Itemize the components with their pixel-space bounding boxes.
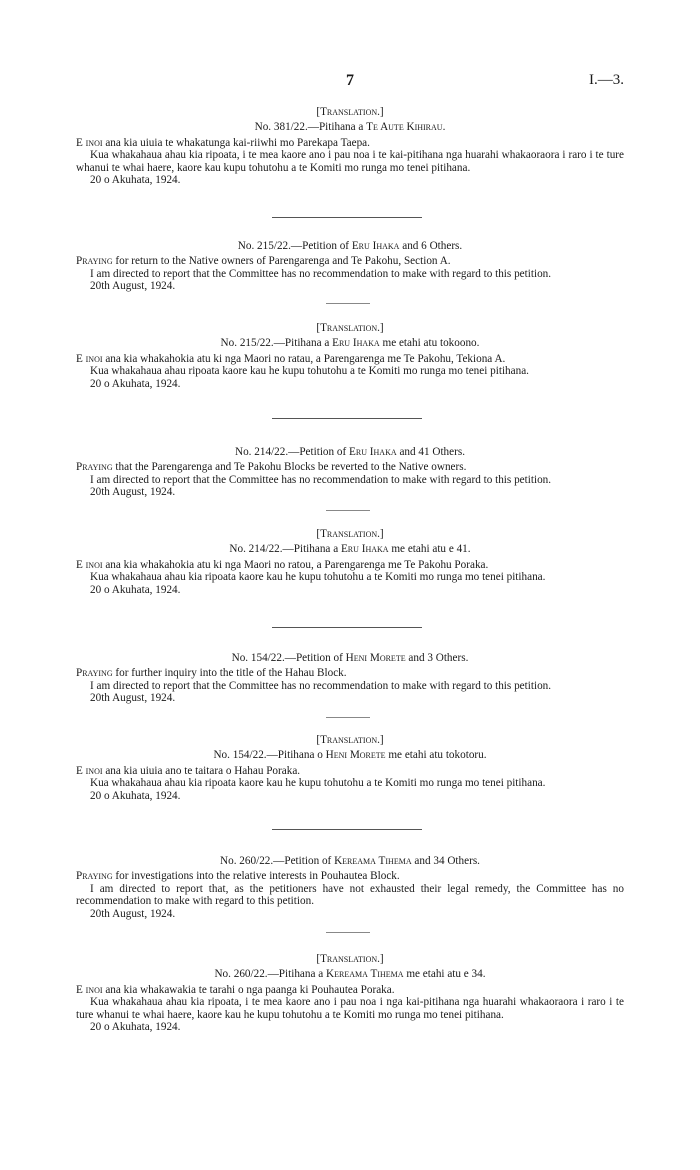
petition-report: I am directed to report that, as the petitioners have not exhausted their legal remedy, the Committee has no recommendation to make with regard to this petition. — [76, 882, 624, 908]
report-date: 20th August, 1924. — [90, 486, 176, 499]
petition-section — [76, 446, 624, 499]
petition-section — [76, 240, 624, 293]
report-date: 20 o Akuhata, 1924. — [90, 377, 181, 390]
section-divider — [272, 217, 422, 218]
petition-section — [76, 106, 624, 186]
section-divider — [272, 418, 422, 419]
petition-prayer: Praying for return to the Native owners of Parengarenga and Te Pakohu, Section A. — [76, 255, 451, 268]
petition-prayer: E inoi ana kia uiuia te whakatunga kai-riiwhi mo Parekapa Taepa. — [76, 136, 370, 149]
petition-prayer: Praying for further inquiry into the title of the Hahau Block. — [76, 667, 347, 680]
petition-section — [76, 322, 624, 390]
petition-title: No. 154/22.—Petition of Heni Morete and 3 Others. — [231, 652, 469, 664]
petition-report: I am directed to report that the Committee has no recommendation to make with regard to this petition. — [90, 473, 552, 486]
short-divider — [326, 932, 370, 933]
petition-report: Kua whakahaua ahau kia ripoata kaore kau he kupu tohutohu a te Komiti mo runga mo tenei pitihana. — [90, 777, 546, 790]
translation-tag: [Translation.] — [316, 322, 384, 334]
petition-prayer: E inoi ana kia whakahokia atu ki nga Maori no ratou, a Parengarenga me Te Pakohu Poraka. — [76, 558, 489, 571]
report-date: 20 o Akuhata, 1924. — [90, 1021, 181, 1034]
petition-prayer: E inoi ana kia uiuia ano te taitara o Hahau Poraka. — [76, 764, 301, 777]
translation-tag: [Translation.] — [316, 734, 384, 746]
petition-section — [76, 953, 624, 1033]
report-date: 20th August, 1924. — [90, 907, 176, 920]
short-divider — [326, 510, 370, 511]
petition-section — [76, 855, 624, 920]
petition-title: No. 214/22.—Petition of Eru Ihaka and 41 Others. — [234, 446, 465, 458]
petition-title: No. 381/22.—Pitihana a Te Aute Kihirau. — [254, 121, 446, 134]
translation-tag: [Translation.] — [316, 106, 384, 118]
petition-report: Kua whakahaua ahau ripoata kaore kau he kupu tohutohu a te Komiti mo runga mo tenei pitihana. — [90, 365, 529, 378]
petition-report: I am directed to report that the Committee has no recommendation to make with regard to this petition. — [90, 267, 552, 280]
petition-title: No. 215/22.—Pitihana a Eru Ihaka me etahi atu tokoono. — [220, 337, 480, 350]
section-divider — [272, 829, 422, 830]
report-date: 20th August, 1924. — [90, 280, 176, 293]
petition-report: Kua whakahaua ahau kia ripoata kaore kau he kupu tohutohu a te Komiti mo runga mo tenei pitihana. — [90, 571, 546, 584]
petition-report: I am directed to report that the Committee has no recommendation to make with regard to this petition. — [90, 679, 552, 692]
petition-section — [76, 652, 624, 705]
petition-title: No. 214/22.—Pitihana a Eru Ihaka me etahi atu e 41. — [229, 543, 471, 556]
page-header — [0, 72, 700, 94]
report-date: 20 o Akuhata, 1924. — [90, 174, 181, 187]
report-date: 20th August, 1924. — [90, 692, 176, 705]
petition-section — [76, 734, 624, 802]
petition-title: No. 260/22.—Pitihana a Kereama Tihema me etahi atu e 34. — [214, 968, 486, 981]
petition-report: Kua whakahaua ahau kia ripoata, i te mea kaore ano i pau noa i nga kai-pitihana nga huarahi whakaoraora i raro i te ture whanui te whai haere, kaore kau he kupu tohutohu a te Komiti mo runga mo tenei pitihana. — [76, 996, 624, 1021]
petition-prayer: E inoi ana kia whakawakia te tarahi o nga paanga ki Pouhautea Poraka. — [76, 983, 395, 996]
section-divider — [272, 627, 422, 628]
page-number: 7 — [346, 72, 354, 89]
petition-prayer: E inoi ana kia whakahokia atu ki nga Maori no ratau, a Parengarenga me Te Pakohu, Tekiona A. — [76, 352, 506, 365]
document-reference: I.—3. — [589, 72, 624, 88]
petition-title: No. 260/22.—Petition of Kereama Tihema and 34 Others. — [220, 855, 480, 867]
short-divider — [326, 303, 370, 304]
petition-prayer: Praying for investigations into the relative interests in Pouhautea Block. — [76, 870, 400, 883]
petition-section — [76, 528, 624, 596]
translation-tag: [Translation.] — [316, 953, 384, 965]
petition-prayer: Praying that the Parengarenga and Te Pakohu Blocks be reverted to the Native owners. — [76, 461, 467, 474]
short-divider — [326, 717, 370, 718]
report-date: 20 o Akuhata, 1924. — [90, 583, 181, 596]
petition-title: No. 215/22.—Petition of Eru Ihaka and 6 Others. — [237, 240, 463, 252]
report-date: 20 o Akuhata, 1924. — [90, 789, 181, 802]
petition-title: No. 154/22.—Pitihana o Heni Morete me etahi atu tokotoru. — [213, 749, 487, 762]
petition-report: Kua whakahaua ahau kia ripoata, i te mea kaore ano i pau noa i te kai-pitihana nga huarahi whakaoraora i raro i te ture whanui te whai haere, kaore kau kupu tohutohu a te Komiti mo runga mo tenei pitihana. — [76, 149, 624, 174]
translation-tag: [Translation.] — [316, 528, 384, 540]
